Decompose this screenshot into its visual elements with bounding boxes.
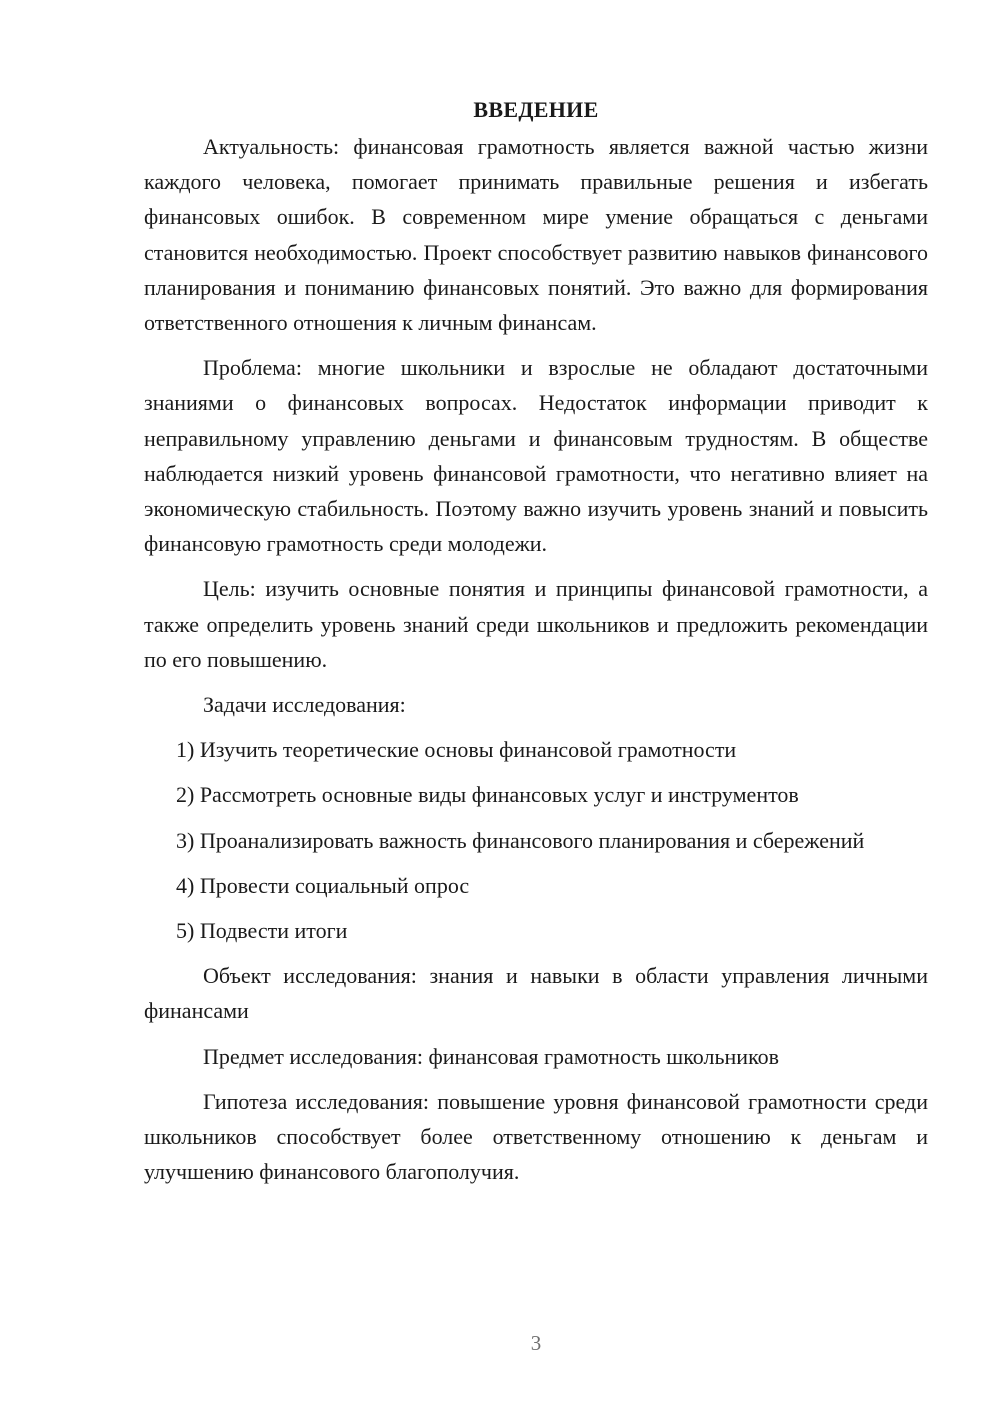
relevance-paragraph: Актуальность: финансовая грамотность является важной частью жизни каждого человека, помогает принимать правильные решения и избегать финансовых ошибок. В современном мире умение обращаться с деньгами становится необходимостью. Проект способствует развитию навыков финансового планирования и пониманию финансовых понятий. Это важно для формирования ответственного отношения к личным финансам. xyxy=(144,134,928,336)
page-number: 3 xyxy=(530,1331,542,1355)
hypothesis-paragraph: Гипотеза исследования: повышение уровня финансовой грамотности среди школьников способствует более ответственному отношению к деньгам и улучшению финансового благополучия. xyxy=(144,1088,928,1185)
list-item: 3) Проанализировать важность финансового планирования и сбережений xyxy=(176,827,865,853)
tasks-heading: Задачи исследования: xyxy=(203,692,406,718)
list-item: 1) Изучить теоретические основы финансовой грамотности xyxy=(176,737,737,763)
list-item: 4) Провести социальный опрос xyxy=(176,872,470,898)
document-page xyxy=(144,92,928,1189)
page-title: ВВЕДЕНИЕ xyxy=(473,97,599,122)
goal-paragraph: Цель: изучить основные понятия и принципы финансовой грамотности, а также определить уровень знаний среди школьников и предложить рекомендации по его повышению. xyxy=(144,576,928,672)
list-item: 2) Рассмотреть основные виды финансовых услуг и инструментов xyxy=(176,782,799,808)
subject-paragraph: Предмет исследования: финансовая грамотность школьников xyxy=(203,1043,780,1069)
tasks-list xyxy=(144,732,928,948)
object-paragraph: Объект исследования: знания и навыки в области управления личными финансами xyxy=(144,963,928,1024)
problem-paragraph: Проблема: многие школьники и взрослые не обладают достаточными знаниями о финансовых вопросах. Недостаток информации приводит к неправильному управлению деньгами и финансовым трудностям. В обществе наблюдается низкий уровень финансовой грамотности, что негативно влияет на экономическую стабильность. Поэтому важно изучить уровень знаний и повысить финансовую грамотность среди молодежи. xyxy=(144,355,928,557)
list-item: 5) Подвести итоги xyxy=(176,918,348,944)
